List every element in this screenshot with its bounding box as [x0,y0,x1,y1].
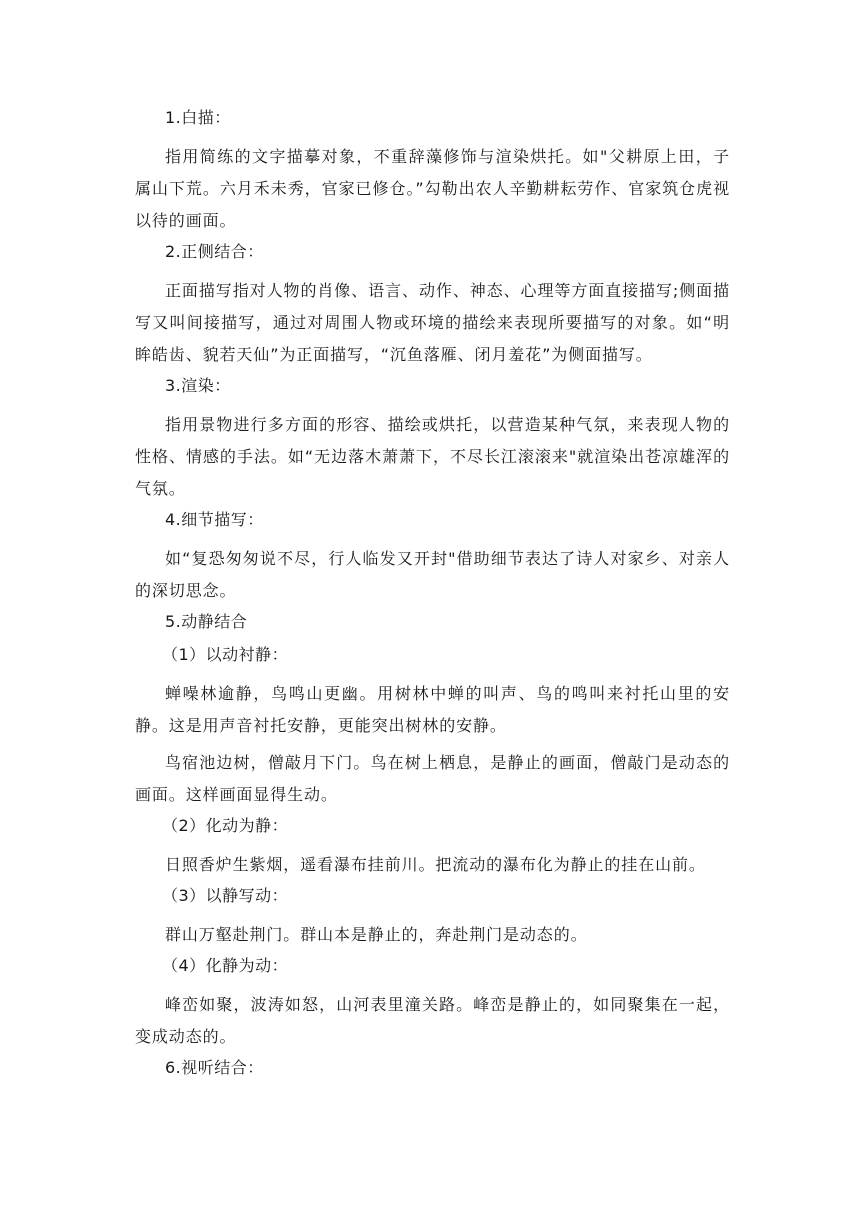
paragraph-xijie: 如“复恐匆匆说不尽，行人临发又开封"借助细节表达了诗人对家乡、对亲人的深切思念。 [135,549,730,600]
paragraph-huadongweijing: 日照香炉生紫烟，遥看瀑布挂前川。把流动的瀑布化为静止的挂在山前。 [165,855,706,874]
section-heading-baimiao: 1.白描： [165,108,231,127]
document-body [135,108,730,1091]
section-heading-xijie: 4.细节描写： [165,510,264,529]
paragraph-yidongchenjing-2: 鸟宿池边树，僧敲月下门。鸟在树上栖息，是静止的画面，僧敲门是动态的画面。这样画面显得生动。 [135,753,730,804]
section-heading-shiting: 6.视听结合： [165,1058,264,1077]
subheading-huajingweidong: （4）化静为动： [162,956,289,975]
subheading-yidongchenjing: （1）以动衬静： [162,645,289,664]
paragraph-yijingxiedong: 群山万壑赴荆门。群山本是静止的，奔赴荆门是动态的。 [165,925,588,944]
subheading-huadongweijing: （2）化动为静： [162,816,289,835]
section-heading-dongjing: 5.动静结合 [165,612,248,631]
paragraph-zhengce: 正面描写指对人物的肖像、语言、动作、神态、心理等方面直接描写;侧面描写又叫间接描写，通过对周围人物或环境的描绘来表现所要描写的对象。如“明眸皓齿、貌若天仙”为正面描写，“沉鱼落雁、闭月羞花”为侧面描写。 [135,281,730,364]
paragraph-yidongchenjing-1: 蝉噪林逾静，鸟鸣山更幽。用树林中蝉的叫声、鸟的鸣叫来衬托山里的安静。这是用声音衬托安静，更能突出树林的安静。 [135,684,730,735]
section-heading-zhengce: 2.正侧结合： [165,242,264,261]
subheading-yijingxiedong: （3）以静写动： [162,886,289,905]
paragraph-huajingweidong: 峰峦如聚，波涛如怒，山河表里潼关路。峰峦是静止的，如同聚集在一起，变成动态的。 [135,995,730,1046]
paragraph-xuanran: 指用景物进行多方面的形容、描绘或烘托，以营造某种气氛，来表现人物的性格、情感的手法。如“无边落木萧萧下，不尽长江滚滚来"就渲染出苍凉雄浑的气氛。 [135,415,730,498]
section-heading-xuanran: 3.渲染： [165,376,231,395]
paragraph-baimiao: 指用简练的文字描摹对象，不重辞藻修饰与渲染烘托。如"父耕原上田，子属山下荒。六月禾未秀，官家已修仓。”勾勒出农人辛勤耕耘劳作、官家筑仓虎视以待的画面。 [135,147,730,230]
